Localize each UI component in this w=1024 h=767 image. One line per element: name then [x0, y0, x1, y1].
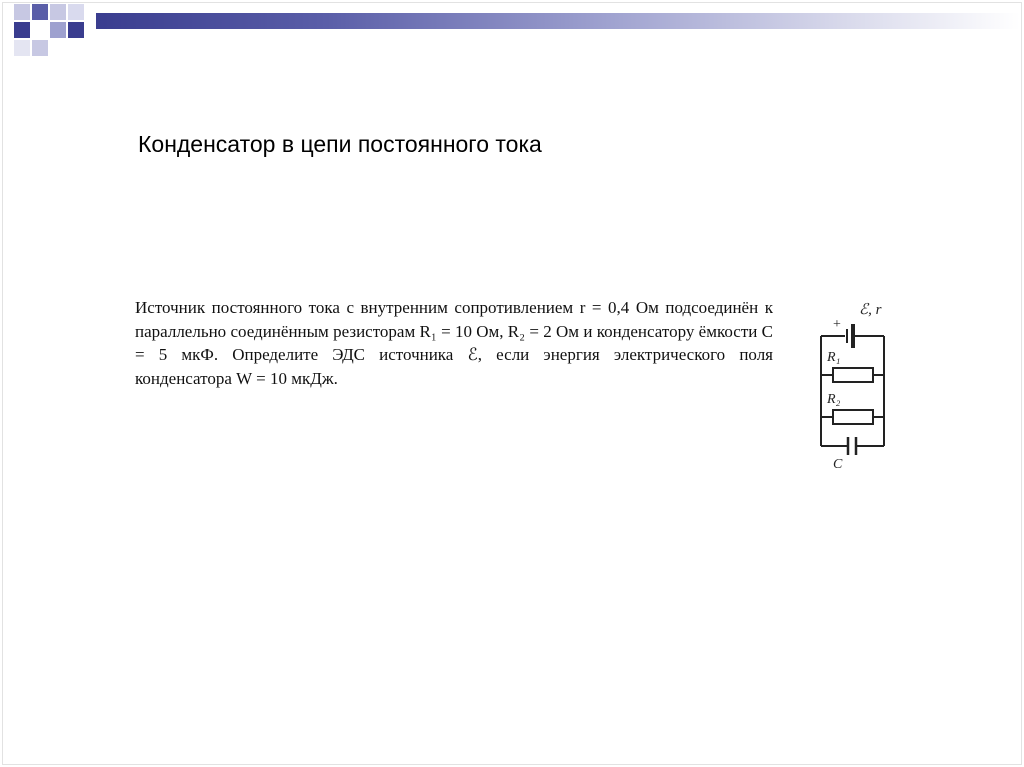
header-band [96, 13, 1020, 29]
decor-square [14, 40, 30, 56]
slide-title: Конденсатор в цепи постоянного тока [138, 131, 542, 157]
source-label: ℰ, r [859, 302, 882, 318]
decor-square [68, 22, 84, 38]
decor-square [68, 4, 84, 20]
decorative-squares [0, 0, 100, 70]
decor-square [32, 40, 48, 56]
resistor-r1 [833, 368, 873, 382]
c-label: C [833, 457, 843, 472]
resistor-r2 [833, 410, 873, 424]
decor-square [50, 22, 66, 38]
decor-square [50, 4, 66, 20]
decor-square [32, 4, 48, 20]
battery-symbol [847, 324, 853, 348]
r2-label: R₂ [827, 392, 841, 407]
decor-square [14, 22, 30, 38]
capacitor-symbol [848, 437, 856, 455]
plus-label: + [833, 317, 841, 332]
problem-text: Источник постоянного тока с внутренним сопротивлением r = 0,4 Ом подсоединён к параллельно соединённым резисторам R₁ = 10 Ом, R₂ = 2 Ом и конденсатору ёмкости C = 5 мкФ. Определите ЭДС источника ℰ, если энергия электрического поля конденсатора W = 10 мкДж. [135, 298, 773, 388]
circuit-diagram [805, 292, 905, 472]
r1-label: R₁ [827, 350, 841, 365]
decor-square [14, 4, 30, 20]
problem-statement [135, 296, 773, 390]
